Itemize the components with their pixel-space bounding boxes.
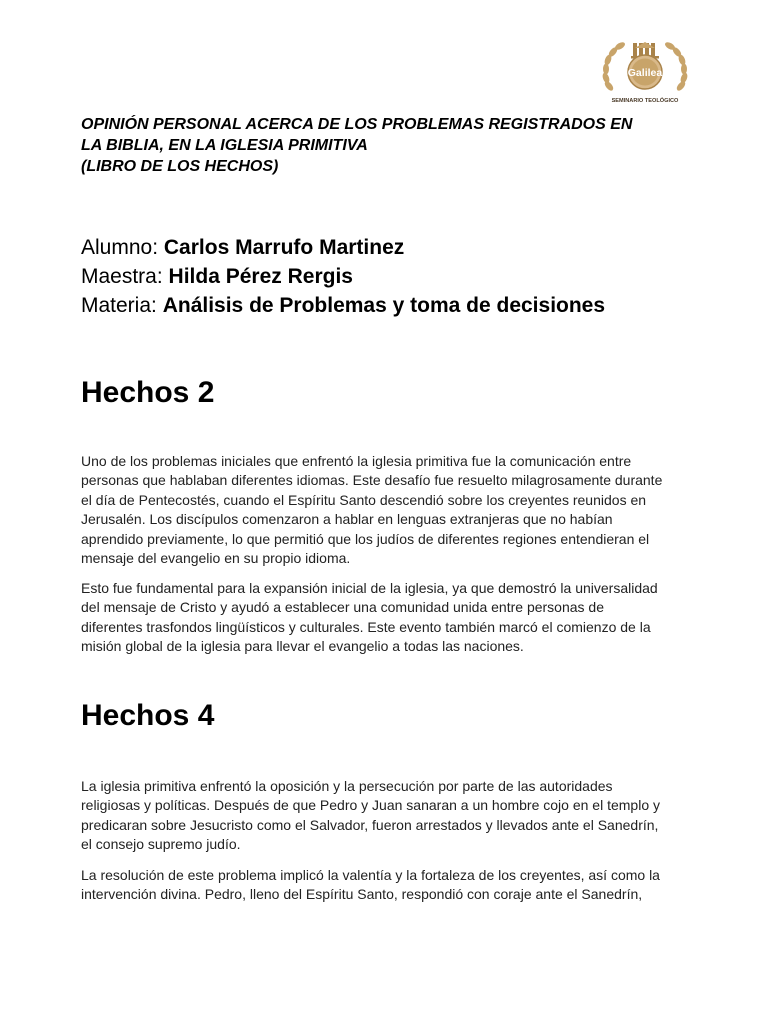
student-label: Alumno:: [81, 236, 159, 259]
paragraph-line: aprendido previamente, lo que permitió que los judíos de diferentes regiones entendieran el: [81, 530, 650, 547]
paragraph-line: personas que hablaban diferentes idiomas. Este desafío fue resuelto milagrosamente durante: [81, 472, 663, 489]
teacher-label: Maestra:: [81, 265, 163, 288]
galilea-logo: [595, 38, 695, 106]
title-line: LA BIBLIA, EN LA IGLESIA PRIMITIVA: [81, 137, 368, 154]
paragraph: [81, 866, 721, 905]
title-line: OPINIÓN PERSONAL ACERCA DE LOS PROBLEMAS REGISTRADOS EN: [81, 116, 633, 133]
paragraph: [81, 452, 721, 568]
paragraph-line: La iglesia primitiva enfrentó la oposición y la persecución por parte de las autoridades: [81, 778, 613, 794]
paragraph-line: del mensaje de Cristo y ayudó a establecer una comunidad unida entre personas de: [81, 599, 604, 616]
paragraph-line: el consejo supremo judío.: [81, 836, 241, 853]
logo-name: Galilea: [627, 67, 663, 79]
paragraph-line: religiosas y políticas. Después de que Pedro y Juan sanaran a un hombre cojo en el templo y: [81, 797, 661, 814]
student-name: Carlos Marrufo Martinez: [163, 236, 405, 259]
teacher-name: Hilda Pérez Rergis: [168, 265, 353, 288]
subject-line: [81, 291, 741, 320]
teacher-line: [81, 262, 741, 291]
paragraph-line: Jerusalén. Los discípulos comenzaron a hablar en lenguas extranjeras que no habían: [81, 511, 613, 528]
title-line: (LIBRO DE LOS HECHOS): [81, 158, 279, 175]
paragraph-line: mensaje del evangelio en su propio idioma.: [81, 550, 351, 567]
subject-label: Materia:: [81, 294, 157, 317]
section-heading: Hechos 4: [81, 699, 215, 732]
paragraph-line: diferentes trasfondos lingüísticos y culturales. Este evento también marcó el comienzo de la: [81, 618, 651, 635]
paragraph: [81, 579, 721, 657]
paragraph: [81, 777, 721, 855]
paragraph-line: intervención divina. Pedro, lleno del Espíritu Santo, respondió con coraje ante el Sanedrín,: [81, 886, 643, 903]
section-heading: Hechos 2: [81, 376, 215, 409]
paragraph-line: Uno de los problemas iniciales que enfrentó la iglesia primitiva fue la comunicación entre: [81, 453, 632, 469]
paragraph-line: misión global de la iglesia para llevar el evangelio a todas las naciones.: [81, 638, 524, 655]
document-title: [81, 114, 721, 177]
paragraph-line: La resolución de este problema implicó la valentía y la fortaleza de los creyentes, así como la: [81, 867, 660, 883]
paragraph-line: predicaran sobre Jesucristo como el Salvador, fueron arrestados y llevados ante el Sanedrín,: [81, 816, 659, 833]
seminary-emblem-icon: [595, 38, 695, 106]
subject-name: Análisis de Problemas y toma de decisiones: [162, 294, 606, 317]
paragraph-line: el día de Pentecostés, cuando el Espíritu Santo descendió sobre los creyentes reunidos en: [81, 491, 647, 508]
student-line: [81, 233, 741, 262]
logo-subtitle: SEMINARIO TEOLÓGICO: [611, 98, 679, 104]
paragraph-line: Esto fue fundamental para la expansión inicial de la iglesia, ya que demostró la universalidad: [81, 580, 658, 596]
student-info: [81, 233, 741, 320]
